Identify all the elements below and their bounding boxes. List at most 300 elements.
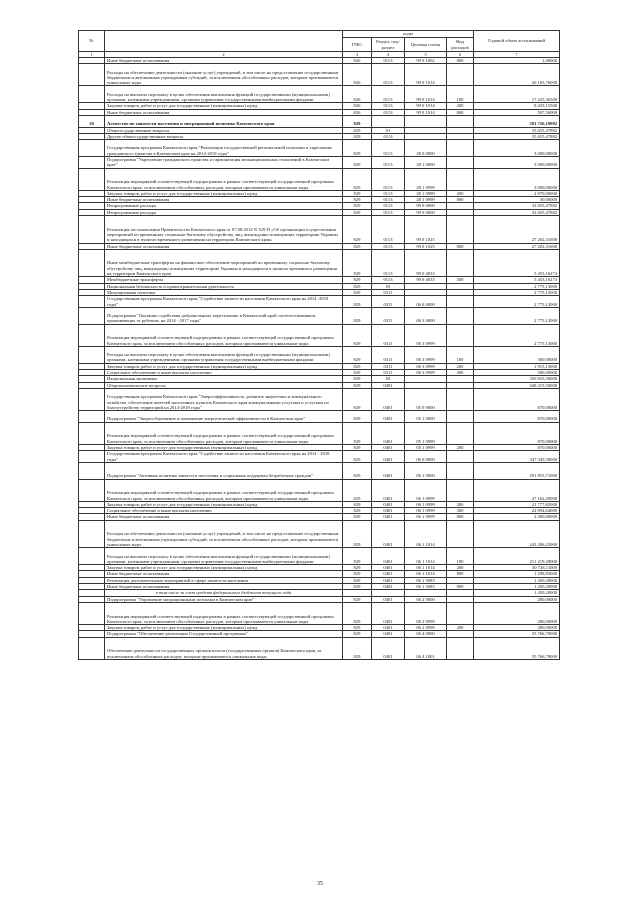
budget-table <box>78 30 560 660</box>
target-article-cell: 06 1 0999 <box>405 508 447 514</box>
grbs-cell: 829 <box>343 625 372 631</box>
razdel-cell: 0401 <box>372 577 405 583</box>
expense-type-cell: 200 <box>447 501 474 507</box>
amount-cell: 280,00000 <box>474 625 560 631</box>
razdel-cell: 0401 <box>372 520 405 548</box>
table-row <box>79 388 560 410</box>
amount-cell: 1 450,20000 <box>474 577 560 583</box>
grbs-cell: 829 <box>343 514 372 520</box>
razdel-cell: 0113 <box>372 157 405 169</box>
razdel-cell: 0401 <box>372 584 405 590</box>
table-row <box>79 157 560 169</box>
razdel-cell: 0401 <box>372 571 405 577</box>
grbs-cell: 829 <box>343 596 372 602</box>
row-name-cell: Иные бюджетные ассигнования <box>105 58 343 64</box>
grbs-cell: 829 <box>343 376 372 382</box>
target-article-cell: 05 0 0000 <box>405 388 447 410</box>
expense-type-cell <box>447 115 474 127</box>
row-name-cell: Социальное обеспечение и иные выплаты населению <box>105 508 343 514</box>
amount-cell: 347 345,50000 <box>474 451 560 463</box>
table-row <box>79 479 560 501</box>
razdel-cell: 0113 <box>372 209 405 215</box>
grbs-cell: 829 <box>343 249 372 277</box>
row-number-cell <box>79 479 105 501</box>
target-article-cell: 06 1 0999 <box>405 501 447 507</box>
row-name-cell: Другие общегосударственные вопросы <box>105 133 343 139</box>
razdel-cell: 0113 <box>372 58 405 64</box>
row-name-cell: Расходы на обеспечение деятельности (оказание услуг) учреждений, в том числе на предоставление государственным бюджетным и автономным учреждениям субсидий, за исключением обособленных расходов, которым присваиваются уникальные коды <box>105 520 343 548</box>
row-name-cell: Государственная программа Камчатского края "Реализация государственной региональной политики и укрепление гражданского единства в Камчатском крае на 2014-2018 годы" <box>105 140 343 157</box>
target-article-cell: 05 1 0999 <box>405 422 447 444</box>
razdel-cell: 0311 <box>372 346 405 363</box>
amount-cell: 2 775,13000 <box>474 283 560 289</box>
grbs-cell: 829 <box>343 283 372 289</box>
razdel-cell: 0401 <box>372 388 405 410</box>
amount-cell: 22 894,64000 <box>474 508 560 514</box>
row-name-cell: Общегосударственные вопросы <box>105 127 343 133</box>
expense-type-cell: 200 <box>447 190 474 196</box>
expense-type-cell <box>447 602 474 624</box>
expense-type-cell <box>447 157 474 169</box>
row-number-cell <box>79 462 105 479</box>
razdel-cell: 0401 <box>372 411 405 423</box>
row-number-cell <box>79 411 105 423</box>
target-article-cell: 06 2 0999 <box>405 625 447 631</box>
expense-type-cell: 100 <box>447 346 474 363</box>
table-row <box>79 115 560 127</box>
row-name-cell: Подпрограмма "Активная политика занятости населения и социальная поддержка безработных граждан" <box>105 462 343 479</box>
row-name-cell: Закупка товаров, работ и услуг для государственных (муниципальных) нужд <box>105 363 343 369</box>
column-number: 3 <box>343 52 372 58</box>
row-name-cell: Иные бюджетные ассигнования <box>105 584 343 590</box>
expense-type-cell: 100 <box>447 86 474 103</box>
grbs-cell: 829 <box>343 168 372 190</box>
expense-type-cell: 200 <box>447 103 474 109</box>
grbs-cell: 829 <box>343 571 372 577</box>
header-number: № <box>79 31 105 52</box>
row-name-cell: Расходы на выплаты персоналу в целях обеспечения выполнения функций государственными (муниципальными) органами, казенными учреждениями, органами управления государственными внебюджетными фондами <box>105 86 343 103</box>
row-number-cell <box>79 520 105 548</box>
target-article-cell: 99 0 0000 <box>405 209 447 215</box>
grbs-cell: 829 <box>343 479 372 501</box>
row-number-cell <box>79 157 105 169</box>
grbs-cell: 829 <box>343 577 372 583</box>
grbs-cell: 826 <box>343 109 372 115</box>
grbs-cell: 829 <box>343 637 372 659</box>
amount-cell: 17 225,36500 <box>474 86 560 103</box>
grbs-cell: 829 <box>343 520 372 548</box>
expense-type-cell: 800 <box>447 109 474 115</box>
header-annual-volume: Годовой объем ассигнований <box>474 31 560 52</box>
row-number-cell <box>79 346 105 363</box>
grbs-cell: 829 <box>343 370 372 376</box>
row-name-cell: Подпрограмма "Укрепление гражданского единства и гармонизация межнациональных отношений в Камчатском крае" <box>105 157 343 169</box>
row-number-cell <box>79 307 105 324</box>
row-number-cell <box>79 86 105 103</box>
razdel-cell: 0401 <box>372 548 405 565</box>
table-row <box>79 249 560 277</box>
amount-cell: 243 286,22000 <box>474 520 560 548</box>
amount-cell: 870,00000 <box>474 422 560 444</box>
amount-cell: 870,00000 <box>474 444 560 450</box>
row-name-cell: Государственная программа Камчатского края "Содействие занятости населения Камчатского края на 2014 -2018 годы" <box>105 296 343 308</box>
row-number-cell <box>79 216 105 244</box>
amount-cell: 35 655,47882 <box>474 127 560 133</box>
table-row <box>79 637 560 659</box>
amount-cell: 55 766,79000 <box>474 637 560 659</box>
razdel-cell: 0401 <box>372 382 405 388</box>
table-row <box>79 346 560 363</box>
row-number-cell <box>79 64 105 86</box>
grbs-cell: 829 <box>343 346 372 363</box>
razdel-cell: 0311 <box>372 307 405 324</box>
razdel-cell: 0113 <box>372 86 405 103</box>
target-article-cell: 99 0 1014 <box>405 103 447 109</box>
grbs-cell: 829 <box>343 462 372 479</box>
grbs-cell: 829 <box>343 508 372 514</box>
table-row <box>79 216 560 244</box>
target-article-cell: 99 0 1014 <box>405 64 447 86</box>
target-article-cell: 99 0 0000 <box>405 203 447 209</box>
amount-cell: 2 970,00000 <box>474 190 560 196</box>
row-name-cell: Подпрограмма "Оказание содействия добровольному переселению в Камчатский край соотечественников, проживающих за рубежом, на 2014 - 2017 годы" <box>105 307 343 324</box>
target-article-cell: 28 0 0000 <box>405 140 447 157</box>
razdel-cell: 04 <box>372 376 405 382</box>
page-number: 35 <box>317 881 323 887</box>
amount-cell: 2 775,13000 <box>474 289 560 295</box>
amount-cell: 1 915,13000 <box>474 363 560 369</box>
razdel-cell: 0113 <box>372 168 405 190</box>
table-body <box>79 58 560 660</box>
row-number-cell <box>79 548 105 565</box>
target-article-cell: 06 2 0000 <box>405 596 447 602</box>
expense-type-cell: 200 <box>447 625 474 631</box>
razdel-cell: 0113 <box>372 103 405 109</box>
table-row <box>79 520 560 548</box>
expense-type-cell: 500 <box>447 277 474 283</box>
amount-cell: 21 777,65000 <box>474 501 560 507</box>
amount-cell: 35 655,47882 <box>474 133 560 139</box>
amount-cell: 870,00000 <box>474 388 560 410</box>
grbs-cell: 829 <box>343 157 372 169</box>
target-article-cell: 06 3 0999 <box>405 363 447 369</box>
grbs-cell: 829 <box>343 324 372 346</box>
row-number-cell <box>79 451 105 463</box>
table-row <box>79 411 560 423</box>
column-number: 5 <box>405 52 447 58</box>
row-number-cell <box>79 296 105 308</box>
amount-cell: 27 202,31608 <box>474 216 560 244</box>
expense-type-cell: 800 <box>447 243 474 249</box>
expense-type-cell <box>447 140 474 157</box>
expense-type-cell <box>447 249 474 277</box>
table-row <box>79 307 560 324</box>
row-name-cell: Социальное обеспечение и иные выплаты населению <box>105 370 343 376</box>
target-article-cell: 06 1 0000 <box>405 462 447 479</box>
amount-cell: 30 728,11000 <box>474 565 560 571</box>
razdel-cell: 0311 <box>372 324 405 346</box>
razdel-cell: 0401 <box>372 631 405 637</box>
expense-type-cell <box>447 388 474 410</box>
row-name-cell: Непрограммные расходы <box>105 203 343 209</box>
grbs-cell: 829 <box>343 115 372 127</box>
amount-cell: 348 215,50000 <box>474 382 560 388</box>
table-row <box>79 296 560 308</box>
expense-type-cell <box>447 216 474 244</box>
target-article-cell: 99 0 1002 <box>405 58 447 64</box>
row-name-cell: Подпрограмма "Управление миграционными потоками в Камчатском крае" <box>105 596 343 602</box>
target-article-cell: 28 1 0000 <box>405 157 447 169</box>
razdel-cell: 0113 <box>372 277 405 283</box>
table-row <box>79 548 560 565</box>
expense-type-cell: 800 <box>447 571 474 577</box>
grbs-cell: 829 <box>343 388 372 410</box>
grbs-cell: 829 <box>343 197 372 203</box>
expense-type-cell <box>447 296 474 308</box>
row-name-cell: Иные бюджетные ассигнования <box>105 514 343 520</box>
amount-cell: 1 298,83000 <box>474 571 560 577</box>
expense-type-cell: 800 <box>447 584 474 590</box>
table-row <box>79 422 560 444</box>
amount-cell: 280,00000 <box>474 596 560 602</box>
target-article-cell: 06 3 0000 <box>405 307 447 324</box>
amount-cell: 3 000,00000 <box>474 157 560 169</box>
target-article-cell: 06 1 1014 <box>405 548 447 565</box>
row-name-cell: в том числе за счет средств федерального бюджета текущего года <box>105 590 343 596</box>
header-name <box>105 31 343 52</box>
amount-cell: 3 000,00000 <box>474 168 560 190</box>
amount-cell: 47 162,29000 <box>474 479 560 501</box>
grbs-cell: 829 <box>343 602 372 624</box>
row-name-cell: Агентство по занятости населения и миграционной политике Камчатского края <box>105 115 343 127</box>
grbs-cell: 829 <box>343 501 372 507</box>
grbs-cell: 829 <box>343 422 372 444</box>
row-name-cell: Закупка товаров, работ и услуг для государственных (муниципальных) нужд <box>105 625 343 631</box>
expense-type-cell: 800 <box>447 514 474 520</box>
grbs-cell: 829 <box>343 209 372 215</box>
expense-type-cell <box>447 422 474 444</box>
razdel-cell: 0401 <box>372 479 405 501</box>
razdel-cell: 0401 <box>372 602 405 624</box>
row-name-cell: Иные межбюджетные трансферты на финансовое обеспечение мероприятий по временному социально-бытовому обустройству лиц, вынужденно покинувших территорию Украины и находящихся в пунктах временного размещения на территории Камчатского края <box>105 249 343 277</box>
row-name-cell: Расходы на обеспечение деятельности (оказание услуг) учреждений, в том числе на предоставление государственным бюджетным и автономным учреждениям субсидий, за исключением обособленных расходов, которым присваиваются уникальные коды <box>105 64 343 86</box>
razdel-cell: 0401 <box>372 508 405 514</box>
amount-cell: 360,00000 <box>474 346 560 363</box>
razdel-cell: 0113 <box>372 109 405 115</box>
razdel-cell: 0401 <box>372 625 405 631</box>
header-target-article: Целевая статья <box>405 38 447 52</box>
row-name-cell: Национальная экономика <box>105 376 343 382</box>
grbs-cell: 829 <box>343 411 372 423</box>
target-article-cell: 99 0 4033 <box>405 277 447 283</box>
expense-type-cell: 300 <box>447 508 474 514</box>
expense-type-cell: 200 <box>447 565 474 571</box>
row-name-cell: Иные бюджетные ассигнования <box>105 571 343 577</box>
expense-type-cell: 300 <box>447 370 474 376</box>
row-number-cell <box>79 422 105 444</box>
table-row <box>79 602 560 624</box>
razdel-cell: 0401 <box>372 444 405 450</box>
razdel-cell: 0401 <box>372 596 405 602</box>
row-name-cell: Реализация мероприятий соответствующей подпрограммы в рамках соответствующей государственной программы Камчатского края, за исключением обособленных расходов, которым присваиваются уникальные коды <box>105 324 343 346</box>
target-article-cell: 06 3 0999 <box>405 370 447 376</box>
table-row <box>79 462 560 479</box>
amount-cell: 27 202,31608 <box>474 243 560 249</box>
amount-cell: 2 775,13000 <box>474 307 560 324</box>
razdel-cell: 0113 <box>372 243 405 249</box>
expense-type-cell: 100 <box>447 548 474 565</box>
razdel-cell: 0113 <box>372 197 405 203</box>
target-article-cell: 06 1 5083 <box>405 577 447 583</box>
expense-type-cell <box>447 637 474 659</box>
table-row <box>79 64 560 86</box>
table-row <box>79 451 560 463</box>
target-article-cell: 99 0 1025 <box>405 243 447 249</box>
row-name-cell: Реализация постановления Правительства Камчатского края от 07.08.2014 N 329-П «Об организации осуществления мероприятий по временному социально-бытовому обустройству лиц, вынужденно покинувших территорию Украины и находящихся в пунктах временного размещения на территории Камчатского края» <box>105 216 343 244</box>
amount-cell: 5 453,16274 <box>474 277 560 283</box>
target-article-cell: 05 1 0000 <box>405 411 447 423</box>
row-name-cell: Обеспечение деятельности государственных органов власти (государственных органов) Камчатского края, за исключением обособленных расходов, которым присваиваются уникальные коды <box>105 637 343 659</box>
expense-type-cell <box>447 479 474 501</box>
razdel-cell: 0113 <box>372 216 405 244</box>
target-article-cell: 28 1 0999 <box>405 168 447 190</box>
header-grbs: ГРБС <box>343 38 372 52</box>
expense-type-cell <box>447 324 474 346</box>
grbs-cell: 829 <box>343 127 372 133</box>
target-article-cell: 06 1 0999 <box>405 514 447 520</box>
grbs-cell: 829 <box>343 216 372 244</box>
razdel-cell: 0113 <box>372 64 405 86</box>
row-number-cell <box>79 602 105 624</box>
razdel-cell: 03 <box>372 283 405 289</box>
grbs-cell: 829 <box>343 565 372 571</box>
row-name-cell: Подпрограмма "Энергосбережение и повышение энергетической эффективности в Камчатском крае" <box>105 411 343 423</box>
row-name-cell: Расходы на выплаты персоналу в целях обеспечения выполнения функций государственными (муниципальными) органами, казенными учреждениями, органами управления государственными внебюджетными фондами <box>105 548 343 565</box>
amount-cell: 1 450,20000 <box>474 590 560 596</box>
budget-sheet <box>78 30 559 660</box>
row-name-cell: Закупка товаров, работ и услуг для государственных (муниципальных) нужд <box>105 190 343 196</box>
grbs-cell: 829 <box>343 203 372 209</box>
column-number: 4 <box>372 52 405 58</box>
razdel-cell: 0401 <box>372 637 405 659</box>
row-number-cell <box>79 388 105 410</box>
razdel-cell: 0113 <box>372 203 405 209</box>
target-article-cell: 06 1 1014 <box>405 565 447 571</box>
column-number: 1 <box>79 52 105 58</box>
razdel-cell: 0311 <box>372 370 405 376</box>
grbs-cell: 829 <box>343 243 372 249</box>
row-number-cell <box>79 324 105 346</box>
expense-type-cell <box>447 462 474 479</box>
row-number-cell <box>79 249 105 277</box>
expense-type-cell <box>447 168 474 190</box>
target-article-cell: 99 0 1025 <box>405 216 447 244</box>
table-row <box>79 140 560 157</box>
target-article-cell: 28 1 0999 <box>405 190 447 196</box>
row-name-cell: Расходы на выплаты персоналу в целях обеспечения выполнения функций государственными (муниципальными) органами, казенными учреждениями, органами управления государственными внебюджетными фондами <box>105 346 343 363</box>
razdel-cell: 01 <box>372 127 405 133</box>
razdel-cell: 0113 <box>372 140 405 157</box>
target-article-cell: 06 4 0000 <box>405 631 447 637</box>
razdel-cell: 0401 <box>372 514 405 520</box>
row-name-cell: Закупка товаров, работ и услуг для государственных (муниципальных) нужд <box>105 501 343 507</box>
amount-cell: 26 165,76000 <box>474 64 560 86</box>
expense-type-cell <box>447 307 474 324</box>
razdel-cell: 0113 <box>372 249 405 277</box>
amount-cell: 2 490,00000 <box>474 514 560 520</box>
razdel-cell <box>372 115 405 127</box>
table-row <box>79 168 560 190</box>
target-article-cell: 28 1 0999 <box>405 197 447 203</box>
amount-cell: 1,00000 <box>474 58 560 64</box>
grbs-cell: 826 <box>343 58 372 64</box>
grbs-cell: 829 <box>343 289 372 295</box>
amount-cell: 3 000,00000 <box>474 140 560 157</box>
grbs-cell: 829 <box>343 307 372 324</box>
target-article-cell: 06 4 1001 <box>405 637 447 659</box>
grbs-cell: 829 <box>343 277 372 283</box>
column-number: 7 <box>474 52 560 58</box>
target-article-cell: 06 3 0999 <box>405 324 447 346</box>
target-article-cell: 99 0 1014 <box>405 86 447 103</box>
amount-cell: 350 825,50000 <box>474 376 560 382</box>
razdel-cell: 0311 <box>372 296 405 308</box>
grbs-cell: 829 <box>343 296 372 308</box>
target-article-cell: 05 1 0999 <box>405 444 447 450</box>
amount-cell: 55 766,79000 <box>474 631 560 637</box>
row-name-cell: Реализация мероприятий соответствующей подпрограммы в рамках соответствующей государственной программы Камчатского края, за исключением обособленных расходов, которым присваиваются уникальные коды <box>105 422 343 444</box>
row-name-cell: Реализация мероприятий соответствующей подпрограммы в рамках соответствующей государственной программы Камчатского края, за исключением обособленных расходов, которым присваиваются уникальные коды <box>105 479 343 501</box>
row-number-cell <box>79 140 105 157</box>
header-razdel: Раздел, под-раздел <box>372 38 405 52</box>
row-name-cell: Закупка товаров, работ и услуг для государственных (муниципальных) нужд <box>105 103 343 109</box>
row-name-cell: Государственная программа Камчатского края "Содействие занятости населения Камчатского края на 2014 - 2018 годы" <box>105 451 343 463</box>
amount-cell: 5 453,16274 <box>474 249 560 277</box>
amount-cell: 32 655,47882 <box>474 203 560 209</box>
amount-cell: 2 775,13000 <box>474 324 560 346</box>
amount-cell: 291 853,71000 <box>474 462 560 479</box>
row-number-cell <box>79 637 105 659</box>
row-name-cell: Реализация мероприятий соответствующей подпрограммы в рамках соответствующей государственной программы Камчатского края, за исключением обособленных расходов, которым присваиваются уникальные коды <box>105 602 343 624</box>
row-name-cell: Иные бюджетные ассигнования <box>105 243 343 249</box>
razdel-cell: 0401 <box>372 565 405 571</box>
target-article-cell: 06 0 0000 <box>405 451 447 463</box>
expense-type-cell: 200 <box>447 363 474 369</box>
row-number-cell: 20 <box>79 115 105 127</box>
amount-cell: 211 219,28000 <box>474 548 560 565</box>
row-name-cell: Закупка товаров, работ и услуг для государственных (муниципальных) нужд <box>105 444 343 450</box>
amount-cell: 30,00000 <box>474 197 560 203</box>
target-article-cell: 06 1 1014 <box>405 571 447 577</box>
grbs-cell: 829 <box>343 584 372 590</box>
expense-type-cell: 200 <box>447 444 474 450</box>
razdel-cell: 0401 <box>372 451 405 463</box>
row-name-cell: Иные бюджетные ассигнования <box>105 109 343 115</box>
target-article-cell: 99 0 1014 <box>405 109 447 115</box>
target-article-cell: 06 2 0999 <box>405 602 447 624</box>
grbs-cell: 829 <box>343 190 372 196</box>
amount-cell: 32 655,47882 <box>474 209 560 215</box>
amount-cell: 581 726,10082 <box>474 115 560 127</box>
column-number: 2 <box>105 52 343 58</box>
table-row <box>79 324 560 346</box>
table-row <box>79 86 560 103</box>
row-number-cell <box>79 168 105 190</box>
row-name-cell: Подпрограмма "Обеспечение реализации Государственной программы" <box>105 631 343 637</box>
expense-type-cell <box>447 64 474 86</box>
target-article-cell: 99 0 4033 <box>405 249 447 277</box>
row-name-cell: Реализация дополнительных мероприятий в сфере занятости населения <box>105 577 343 583</box>
